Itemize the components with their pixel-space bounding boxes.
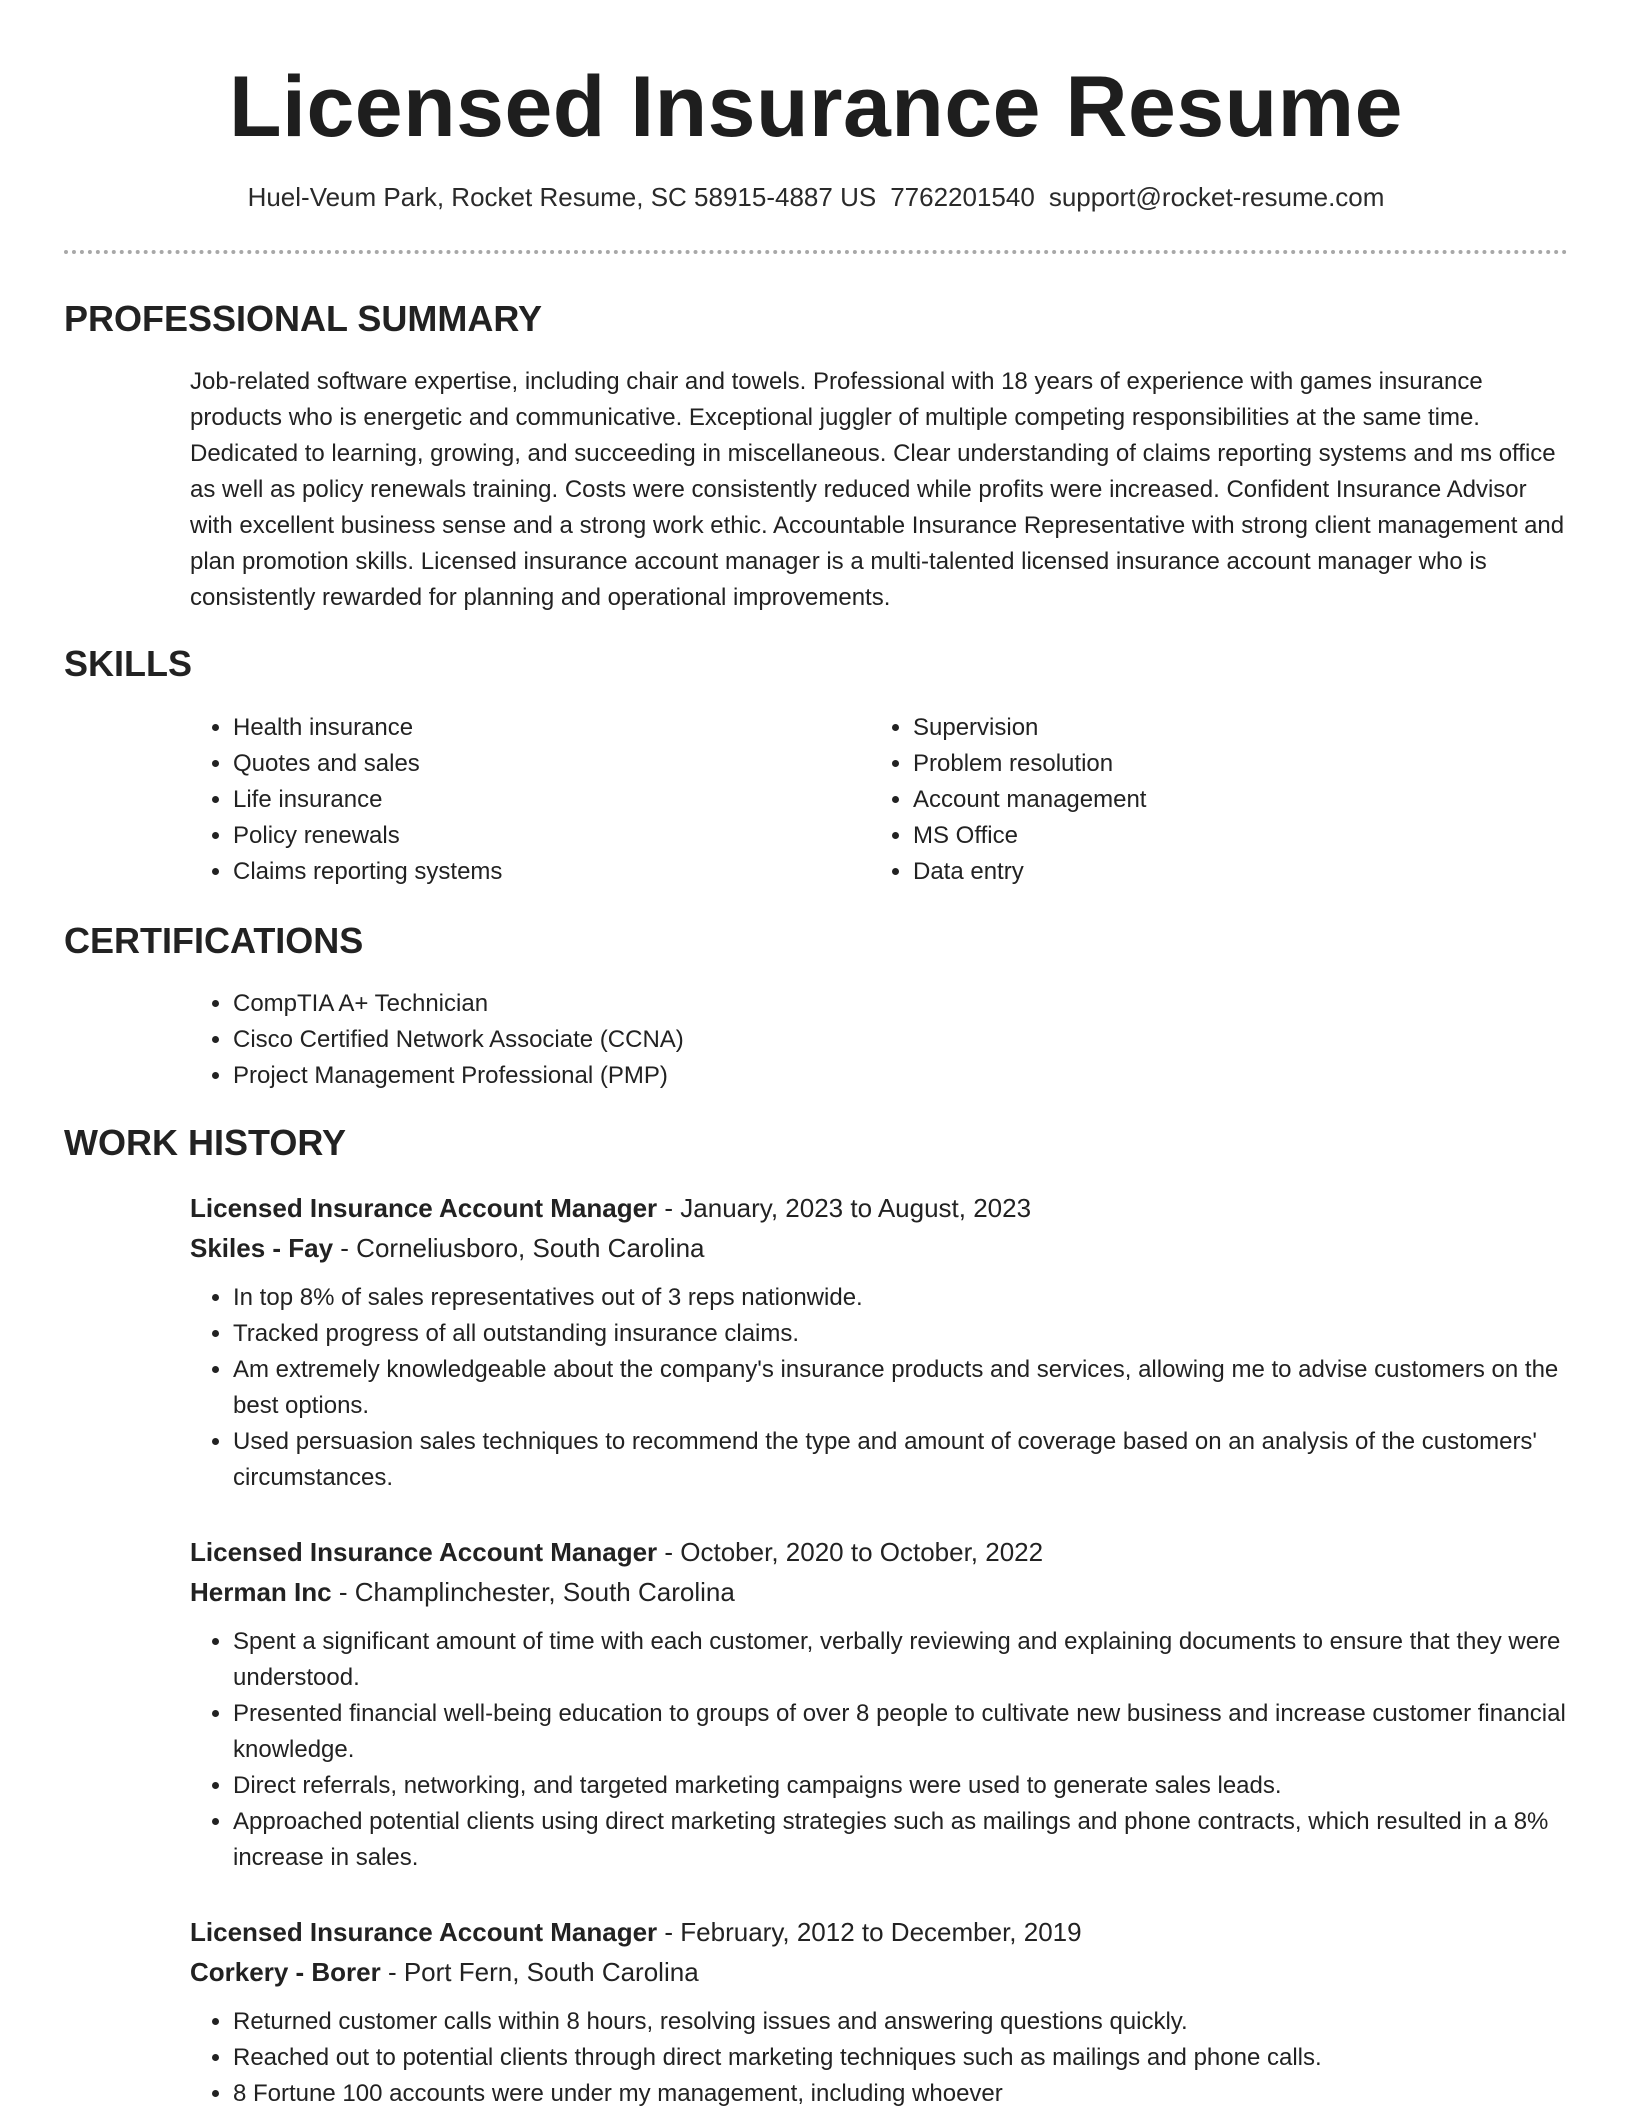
skill-item: • Supervision xyxy=(913,710,1510,746)
certifications-list xyxy=(190,986,1570,1094)
job-bullets xyxy=(190,1624,1570,1876)
job-bullet: • Tracked progress of all outstanding insurance claims. xyxy=(233,1316,1570,1352)
job-company: Skiles - Fay xyxy=(190,1233,334,1263)
job-bullet: • 8 Fortune 100 accounts were under my management, including whoever xyxy=(233,2076,1570,2112)
job-bullet: • Reached out to potential clients through direct marketing techniques such as mailings and phone calls. xyxy=(233,2040,1570,2076)
certifications-heading: CERTIFICATIONS xyxy=(64,920,364,961)
skill-item: • Data entry xyxy=(913,854,1510,890)
job-bullet: • Direct referrals, networking, and targeted marketing campaigns were used to generate sales leads. xyxy=(233,1768,1570,1804)
skill-item: • Policy renewals xyxy=(233,818,830,854)
phone: 7762201540 xyxy=(890,182,1035,212)
job-entry xyxy=(190,1534,1570,1876)
job-location: - Corneliusboro, South Carolina xyxy=(333,1233,705,1263)
certifications-block xyxy=(190,986,1570,1094)
job-bullets xyxy=(190,2004,1570,2112)
summary-heading: PROFESSIONAL SUMMARY xyxy=(64,298,543,339)
job-location: - Port Fern, South Carolina xyxy=(380,1957,699,1987)
job-bullet: • Spent a significant amount of time with each customer, verbally reviewing and explaining documents to ensure that they were understood. xyxy=(233,1624,1570,1696)
job-bullet: • In top 8% of sales representatives out of 3 reps nationwide. xyxy=(233,1280,1570,1316)
skill-item: • Claims reporting systems xyxy=(233,854,830,890)
job-company: Herman Inc xyxy=(190,1577,332,1607)
job-title: Licensed Insurance Account Manager xyxy=(190,1917,658,1947)
job-dates: - February, 2012 to December, 2019 xyxy=(657,1917,1082,1947)
job-title-line xyxy=(190,1914,1570,1950)
certification-item: • CompTIA A+ Technician xyxy=(233,986,1570,1022)
resume-title: Licensed Insurance Resume xyxy=(229,59,1403,155)
job-bullet: • Returned customer calls within 8 hours, resolving issues and answering questions quickly. xyxy=(233,2004,1570,2040)
skills-list-right xyxy=(870,710,1510,890)
job-entry xyxy=(190,1190,1570,1496)
job-title: Licensed Insurance Account Manager xyxy=(190,1537,658,1567)
job-company-line xyxy=(190,1574,1570,1610)
job-bullets xyxy=(190,1280,1570,1496)
contact-line xyxy=(64,182,1568,213)
job-bullet: • Am extremely knowledgeable about the company's insurance products and services, allowing me to advise customers on the best options. xyxy=(233,1352,1570,1424)
certification-item: • Project Management Professional (PMP) xyxy=(233,1058,1570,1094)
certification-item: • Cisco Certified Network Associate (CCNA) xyxy=(233,1022,1570,1058)
job-company-line xyxy=(190,1230,1570,1266)
summary-text: Job-related software expertise, including chair and towels. Professional with 18 years of experience with games insurance products who is energetic and communicative. Exceptional juggler of multiple competing responsibilities at the same time. Dedicated to learning, growing, and succeeding in miscellaneous. Clear understanding of claims reporting systems and ms office as well as policy renewals training. Costs were consistently reduced while profits were increased. Confident Insurance Advisor with excellent business sense and a strong work ethic. Accountable Insurance Representative with strong client management and plan promotion skills. Licensed insurance account manager is a multi-talented licensed insurance account manager who is consistently rewarded for planning and operational improvements. xyxy=(190,368,1565,611)
job-dates: - October, 2020 to October, 2022 xyxy=(657,1537,1044,1567)
skills-heading: SKILLS xyxy=(64,643,193,684)
job-location: - Champlinchester, South Carolina xyxy=(331,1577,735,1607)
skills-column-left xyxy=(190,710,830,890)
skill-item: • Problem resolution xyxy=(913,746,1510,782)
skill-item: • Health insurance xyxy=(233,710,830,746)
job-bullet: • Used persuasion sales techniques to recommend the type and amount of coverage based on an analysis of the customers' circumstances. xyxy=(233,1424,1570,1496)
work-history-heading: WORK HISTORY xyxy=(64,1122,347,1163)
email: support@rocket-resume.com xyxy=(1048,182,1385,212)
job-dates: - January, 2023 to August, 2023 xyxy=(657,1193,1032,1223)
job-entry xyxy=(190,1914,1570,2112)
job-bullet: • Approached potential clients using direct marketing strategies such as mailings and phone contracts, which resulted in a 8% increase in sales. xyxy=(233,1804,1570,1876)
job-company: Corkery - Borer xyxy=(190,1957,381,1987)
skill-item: • Life insurance xyxy=(233,782,830,818)
job-title: Licensed Insurance Account Manager xyxy=(190,1193,658,1223)
job-title-line xyxy=(190,1190,1570,1226)
job-title-line xyxy=(190,1534,1570,1570)
job-company-line xyxy=(190,1954,1570,1990)
header-divider xyxy=(64,250,1568,254)
skills-list-left xyxy=(190,710,830,890)
skill-item: • MS Office xyxy=(913,818,1510,854)
address: Huel-Veum Park, Rocket Resume, SC 58915-4887 US xyxy=(247,182,877,212)
job-bullet: • Presented financial well-being education to groups of over 8 people to cultivate new business and increase customer financial knowledge. xyxy=(233,1696,1570,1768)
skill-item: • Account management xyxy=(913,782,1510,818)
skill-item: • Quotes and sales xyxy=(233,746,830,782)
skills-column-right xyxy=(870,710,1510,890)
summary-block xyxy=(190,364,1568,616)
